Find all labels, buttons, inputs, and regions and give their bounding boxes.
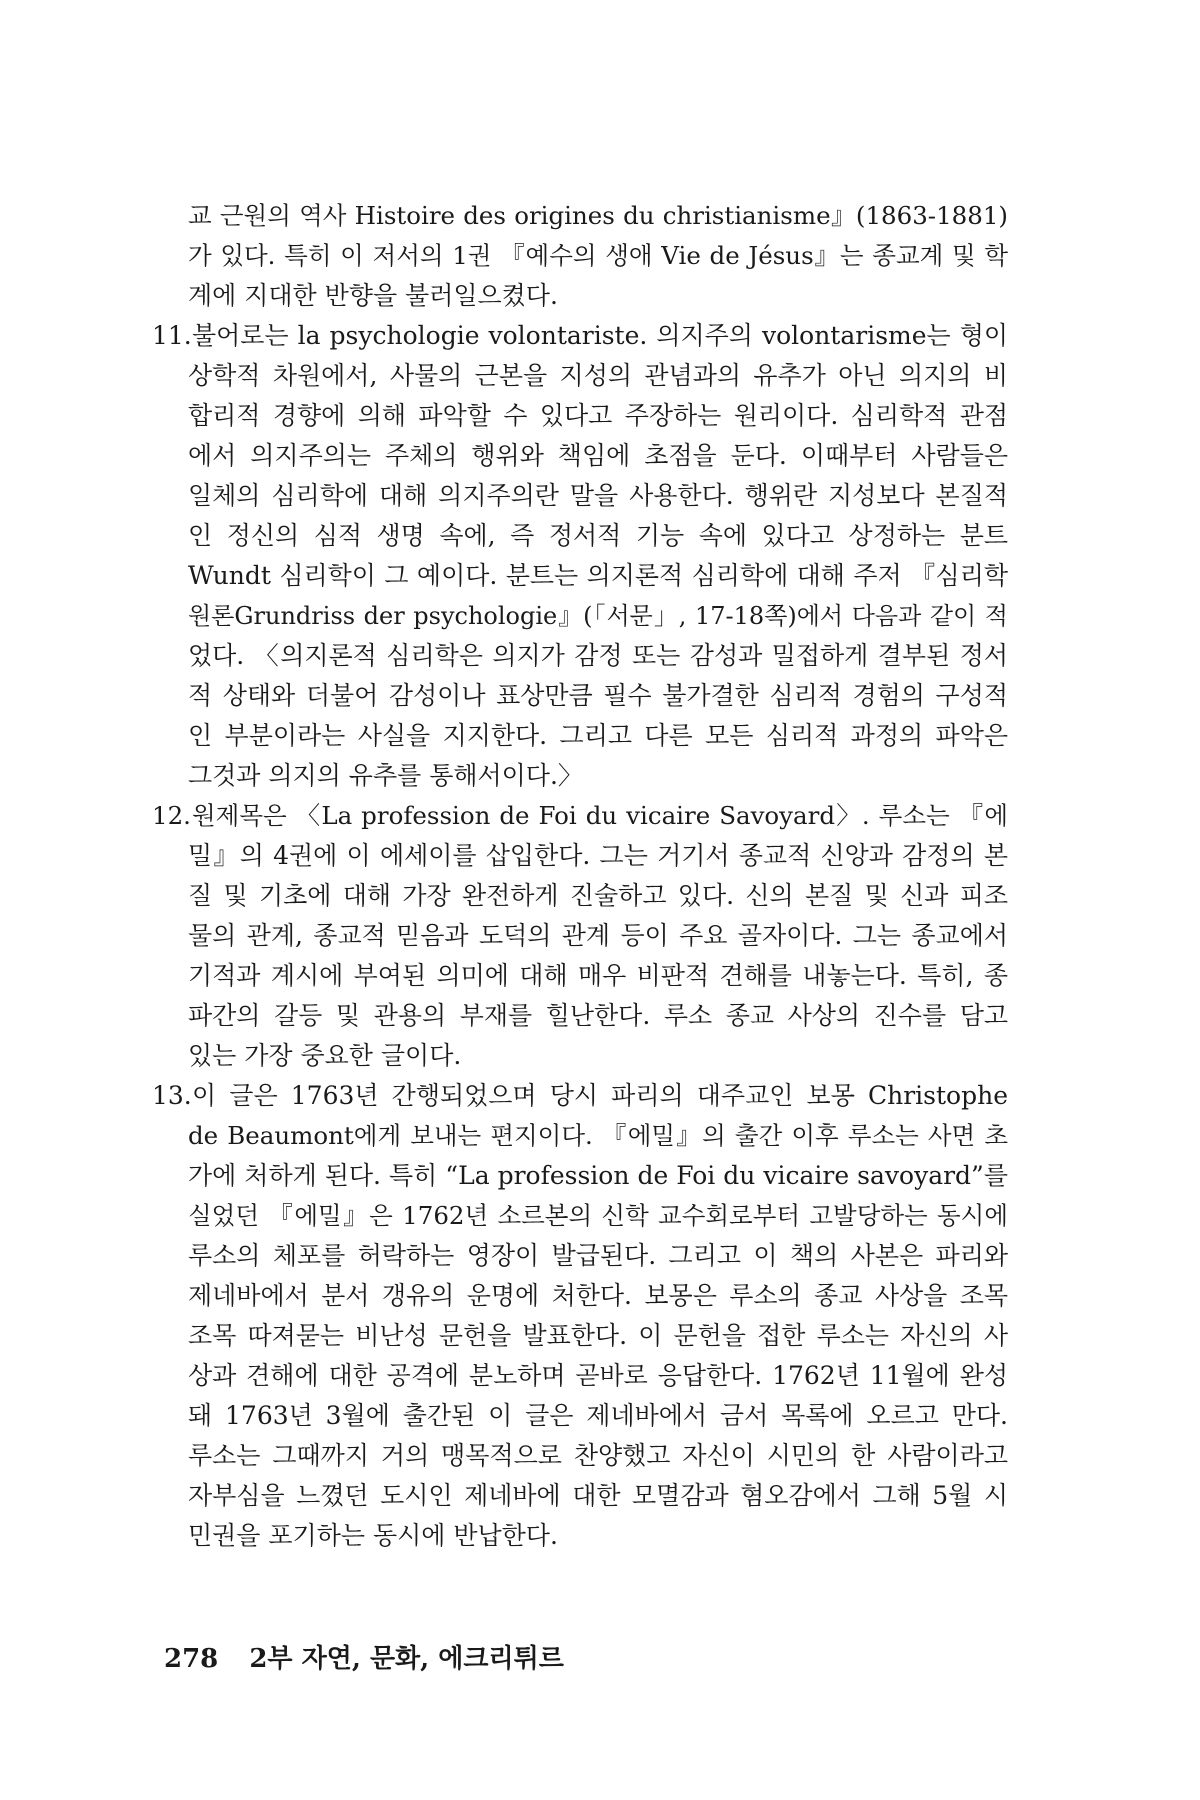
line-text: 이 글은 1763년 간행되었으며 당시 파리의 대주교인 보몽 Christophe xyxy=(192,1081,1008,1110)
line-text: Wundt 심리학이 그 예이다. 분트는 의지론적 심리학에 대해 주저 『심리학 xyxy=(188,561,1008,590)
line-text: 일체의 심리학에 대해 의지주의란 말을 사용한다. 행위란 지성보다 본질적 xyxy=(188,481,1008,510)
text-line xyxy=(188,1516,1008,1556)
text-line xyxy=(188,1116,1008,1156)
line-text: 원론Grundriss der psychologie』(「서문」, 17-18쪽)에서 다음과 같이 적 xyxy=(188,602,1008,630)
running-section-title: 2부 자연, 문화, 에크리튀르 xyxy=(249,1644,564,1674)
line-text: 었다. 〈의지론적 심리학은 의지가 감정 또는 감성과 밀접하게 결부된 정서 xyxy=(188,641,1008,670)
text-line xyxy=(188,356,1008,396)
note-number: 12. xyxy=(152,801,191,830)
text-line xyxy=(188,1276,1008,1316)
line-text: 밀』의 4권에 이 에세이를 삽입한다. 그는 거기서 종교적 신앙과 감정의 본 xyxy=(188,841,1008,870)
line-text: 파간의 갈등 및 관용의 부재를 힐난한다. 루소 종교 사상의 진수를 담고 xyxy=(188,1001,1008,1030)
line-text: 합리적 경향에 의해 파악할 수 있다고 주장하는 원리이다. 심리학적 관점 xyxy=(188,401,1008,430)
text-line xyxy=(188,1156,1008,1196)
text-line xyxy=(188,556,1008,596)
text-line xyxy=(152,316,1008,356)
line-text: 실었던 『에밀』은 1762년 소르본의 신학 교수회로부터 고발당하는 동시에 xyxy=(188,1201,1008,1230)
line-text: 민권을 포기하는 동시에 반납한다. xyxy=(188,1521,558,1550)
text-line xyxy=(188,476,1008,516)
line-text: 있는 가장 중요한 글이다. xyxy=(188,1041,462,1070)
line-text: 에서 의지주의는 주체의 행위와 책임에 초점을 둔다. 이때부터 사람들은 xyxy=(188,441,1008,470)
line-text: 돼 1763년 3월에 출간된 이 글은 제네바에서 금서 목록에 오르고 만다. xyxy=(188,1401,1008,1430)
line-text: 상과 견해에 대한 공격에 분노하며 곧바로 응답한다. 1762년 11월에 완성 xyxy=(188,1361,1008,1390)
text-line xyxy=(188,676,1008,716)
text-line xyxy=(188,956,1008,996)
line-text: 가 있다. 특히 이 저서의 1권 『예수의 생애 Vie de Jésus』는 종교계 및 학 xyxy=(188,241,1008,270)
line-text: 계에 지대한 반향을 불러일으켰다. xyxy=(188,281,558,310)
line-text: 자부심을 느꼈던 도시인 제네바에 대한 모멸감과 혐오감에서 그해 5월 시 xyxy=(188,1481,1008,1510)
line-text: 인 부분이라는 사실을 지지한다. 그리고 다른 모든 심리적 과정의 파악은 xyxy=(188,721,1008,750)
line-text: 조목 따져묻는 비난성 문헌을 발표한다. 이 문헌을 접한 루소는 자신의 사 xyxy=(188,1321,1008,1350)
text-line xyxy=(188,1036,1008,1076)
page-footer xyxy=(164,1638,564,1675)
text-line xyxy=(188,1476,1008,1516)
text-line xyxy=(188,916,1008,956)
text-line xyxy=(188,396,1008,436)
text-line xyxy=(188,996,1008,1036)
text-line xyxy=(188,836,1008,876)
text-line xyxy=(188,636,1008,676)
text-line xyxy=(188,1356,1008,1396)
line-text: 기적과 계시에 부여된 의미에 대해 매우 비판적 견해를 내놓는다. 특히, 종 xyxy=(188,961,1008,990)
text-line xyxy=(188,1196,1008,1236)
note-number: 13. xyxy=(152,1081,192,1110)
line-text: 교 근원의 역사 Histoire des origines du christianisme』(1863-1881) xyxy=(188,201,1008,230)
line-text: 가에 처하게 된다. 특히 “La profession de Foi du vicaire savoyard”를 xyxy=(188,1161,1008,1190)
endnotes-text xyxy=(152,196,1008,1556)
text-line xyxy=(188,756,1008,796)
line-text: 적 상태와 더불어 감성이나 표상만큼 필수 불가결한 심리적 경험의 구성적 xyxy=(188,681,1008,710)
line-text: 불어로는 la psychologie volontariste. 의지주의 volontarisme는 형이 xyxy=(192,321,1008,350)
text-line xyxy=(188,436,1008,476)
text-line xyxy=(188,876,1008,916)
line-text: 제네바에서 분서 갱유의 운명에 처한다. 보몽은 루소의 종교 사상을 조목 xyxy=(188,1281,1008,1310)
note-number: 11. xyxy=(152,321,192,350)
text-line xyxy=(188,1396,1008,1436)
text-line xyxy=(188,236,1008,276)
text-line xyxy=(152,796,1008,836)
text-line xyxy=(188,196,1008,236)
text-line xyxy=(188,1436,1008,1476)
line-text: 루소는 그때까지 거의 맹목적으로 찬양했고 자신이 시민의 한 사람이라고 xyxy=(188,1441,1008,1470)
line-text: 인 정신의 심적 생명 속에, 즉 정서적 기능 속에 있다고 상정하는 분트 xyxy=(188,521,1008,550)
text-line xyxy=(188,596,1008,636)
text-line xyxy=(188,276,1008,316)
line-text: 상학적 차원에서, 사물의 근본을 지성의 관념과의 유추가 아닌 의지의 비 xyxy=(188,361,1008,390)
line-text: 질 및 기초에 대해 가장 완전하게 진술하고 있다. 신의 본질 및 신과 피조 xyxy=(188,881,1008,910)
page-number: 278 xyxy=(164,1644,219,1674)
text-line xyxy=(152,1076,1008,1116)
line-text: de Beaumont에게 보내는 편지이다. 『에밀』의 출간 이후 루소는 사면 초 xyxy=(188,1121,1008,1150)
text-line xyxy=(188,1236,1008,1276)
line-text: 그것과 의지의 유추를 통해서이다.〉 xyxy=(188,761,583,790)
line-text: 원제목은 〈La profession de Foi du vicaire Savoyard〉. 루소는 『에 xyxy=(192,801,1008,830)
text-line xyxy=(188,716,1008,756)
line-text: 물의 관계, 종교적 믿음과 도덕의 관계 등이 주요 골자이다. 그는 종교에서 xyxy=(188,921,1008,950)
line-text: 루소의 체포를 허락하는 영장이 발급된다. 그리고 이 책의 사본은 파리와 xyxy=(188,1241,1008,1270)
text-line xyxy=(188,1316,1008,1356)
text-line xyxy=(188,516,1008,556)
